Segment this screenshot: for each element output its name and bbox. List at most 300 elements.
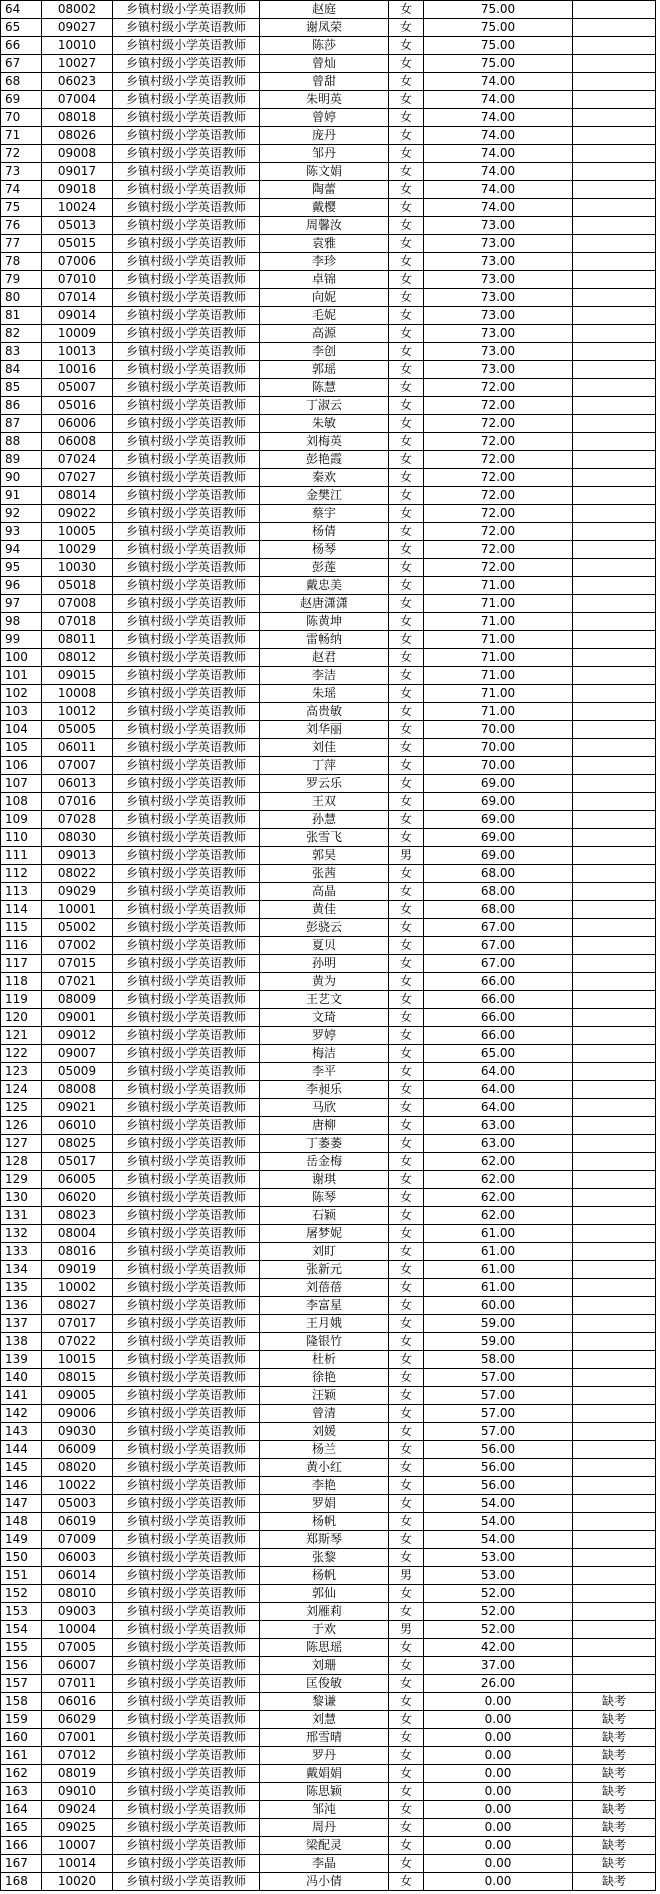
candidate-name-cell: 隆银竹	[260, 1333, 389, 1351]
candidate-name-cell: 赵唐潇潇	[260, 595, 389, 613]
gender-cell: 女	[389, 91, 424, 109]
score-cell: 69.00	[424, 775, 573, 793]
position-cell: 乡镇村级小学英语教师	[113, 1729, 260, 1747]
gender-cell: 女	[389, 253, 424, 271]
candidate-name-cell: 周馨汝	[260, 217, 389, 235]
position-cell: 乡镇村级小学英语教师	[113, 55, 260, 73]
position-cell: 乡镇村级小学英语教师	[113, 1477, 260, 1495]
candidate-name-cell: 唐柳	[260, 1117, 389, 1135]
row-number-cell: 161	[1, 1747, 42, 1765]
exam-id-cell: 08014	[42, 487, 113, 505]
score-cell: 0.00	[424, 1765, 573, 1783]
remark-cell	[573, 163, 656, 181]
gender-cell: 女	[389, 289, 424, 307]
table-row	[1, 163, 656, 181]
candidate-name-cell: 邹丹	[260, 145, 389, 163]
position-cell: 乡镇村级小学英语教师	[113, 505, 260, 523]
table-row	[1, 1459, 656, 1477]
row-number-cell: 70	[1, 109, 42, 127]
exam-id-cell: 09017	[42, 163, 113, 181]
gender-cell: 女	[389, 1063, 424, 1081]
position-cell: 乡镇村级小学英语教师	[113, 1621, 260, 1639]
candidate-name-cell: 李珍	[260, 253, 389, 271]
candidate-name-cell: 黄佳	[260, 901, 389, 919]
candidate-name-cell: 刘华丽	[260, 721, 389, 739]
exam-id-cell: 08030	[42, 829, 113, 847]
exam-id-cell: 08026	[42, 127, 113, 145]
exam-id-cell: 05015	[42, 235, 113, 253]
candidate-name-cell: 陈思瑶	[260, 1639, 389, 1657]
candidate-name-cell: 黄小红	[260, 1459, 389, 1477]
score-cell: 61.00	[424, 1261, 573, 1279]
table-row	[1, 739, 656, 757]
candidate-name-cell: 李昶乐	[260, 1081, 389, 1099]
table-row	[1, 127, 656, 145]
candidate-name-cell: 雷畅纳	[260, 631, 389, 649]
row-number-cell: 94	[1, 541, 42, 559]
candidate-name-cell: 石颖	[260, 1207, 389, 1225]
gender-cell: 女	[389, 829, 424, 847]
row-number-cell: 100	[1, 649, 42, 667]
row-number-cell: 83	[1, 343, 42, 361]
gender-cell: 女	[389, 1783, 424, 1801]
gender-cell: 女	[389, 1, 424, 19]
row-number-cell: 141	[1, 1387, 42, 1405]
score-cell: 56.00	[424, 1459, 573, 1477]
remark-cell	[573, 1027, 656, 1045]
score-cell: 75.00	[424, 19, 573, 37]
remark-cell	[573, 1387, 656, 1405]
row-number-cell: 73	[1, 163, 42, 181]
score-cell: 70.00	[424, 721, 573, 739]
score-cell: 0.00	[424, 1855, 573, 1873]
gender-cell: 女	[389, 1729, 424, 1747]
gender-cell: 女	[389, 37, 424, 55]
exam-id-cell: 06009	[42, 1441, 113, 1459]
gender-cell: 女	[389, 1549, 424, 1567]
row-number-cell: 134	[1, 1261, 42, 1279]
remark-cell	[573, 325, 656, 343]
candidate-name-cell: 张新元	[260, 1261, 389, 1279]
position-cell: 乡镇村级小学英语教师	[113, 991, 260, 1009]
remark-cell	[573, 1153, 656, 1171]
candidate-name-cell: 罗婷	[260, 1027, 389, 1045]
row-number-cell: 109	[1, 811, 42, 829]
remark-cell	[573, 703, 656, 721]
table-row	[1, 667, 656, 685]
candidate-name-cell: 孙慧	[260, 811, 389, 829]
score-cell: 74.00	[424, 145, 573, 163]
gender-cell: 女	[389, 361, 424, 379]
row-number-cell: 153	[1, 1603, 42, 1621]
candidate-name-cell: 孙明	[260, 955, 389, 973]
position-cell: 乡镇村级小学英语教师	[113, 1639, 260, 1657]
remark-cell	[573, 1495, 656, 1513]
exam-id-cell: 08010	[42, 1585, 113, 1603]
table-row	[1, 1405, 656, 1423]
gender-cell: 女	[389, 1423, 424, 1441]
exam-id-cell: 08023	[42, 1207, 113, 1225]
table-row	[1, 1639, 656, 1657]
remark-cell	[573, 379, 656, 397]
table-row	[1, 847, 656, 865]
table-row	[1, 289, 656, 307]
candidate-name-cell: 刘慧	[260, 1711, 389, 1729]
remark-cell	[573, 271, 656, 289]
score-cell: 0.00	[424, 1711, 573, 1729]
table-row	[1, 1693, 656, 1711]
candidate-name-cell: 谢凤荣	[260, 19, 389, 37]
gender-cell: 女	[389, 1315, 424, 1333]
exam-id-cell: 10012	[42, 703, 113, 721]
score-cell: 61.00	[424, 1243, 573, 1261]
exam-id-cell: 06016	[42, 1693, 113, 1711]
table-row	[1, 955, 656, 973]
table-row	[1, 73, 656, 91]
gender-cell: 女	[389, 631, 424, 649]
exam-id-cell: 07028	[42, 811, 113, 829]
remark-cell	[573, 829, 656, 847]
remark-cell: 缺考	[573, 1711, 656, 1729]
table-row	[1, 469, 656, 487]
candidate-name-cell: 陈慧	[260, 379, 389, 397]
position-cell: 乡镇村级小学英语教师	[113, 847, 260, 865]
score-cell: 66.00	[424, 973, 573, 991]
table-row	[1, 1441, 656, 1459]
position-cell: 乡镇村级小学英语教师	[113, 325, 260, 343]
score-cell: 66.00	[424, 991, 573, 1009]
position-cell: 乡镇村级小学英语教师	[113, 829, 260, 847]
position-cell: 乡镇村级小学英语教师	[113, 1279, 260, 1297]
row-number-cell: 164	[1, 1801, 42, 1819]
candidate-name-cell: 丁萎萎	[260, 1135, 389, 1153]
position-cell: 乡镇村级小学英语教师	[113, 955, 260, 973]
position-cell: 乡镇村级小学英语教师	[113, 1801, 260, 1819]
score-cell: 73.00	[424, 253, 573, 271]
candidate-name-cell: 罗娟	[260, 1495, 389, 1513]
gender-cell: 女	[389, 577, 424, 595]
exam-id-cell: 06010	[42, 1117, 113, 1135]
row-number-cell: 120	[1, 1009, 42, 1027]
table-row	[1, 685, 656, 703]
position-cell: 乡镇村级小学英语教师	[113, 685, 260, 703]
gender-cell: 女	[389, 1009, 424, 1027]
position-cell: 乡镇村级小学英语教师	[113, 19, 260, 37]
table-row	[1, 1621, 656, 1639]
remark-cell	[573, 1243, 656, 1261]
table-row	[1, 631, 656, 649]
remark-cell	[573, 793, 656, 811]
exam-id-cell: 10024	[42, 199, 113, 217]
score-cell: 74.00	[424, 163, 573, 181]
remark-cell	[573, 559, 656, 577]
remark-cell	[573, 721, 656, 739]
row-number-cell: 101	[1, 667, 42, 685]
score-cell: 71.00	[424, 577, 573, 595]
exam-id-cell: 07007	[42, 757, 113, 775]
exam-id-cell: 06029	[42, 1711, 113, 1729]
position-cell: 乡镇村级小学英语教师	[113, 1315, 260, 1333]
candidate-name-cell: 汪颖	[260, 1387, 389, 1405]
candidate-name-cell: 曾灿	[260, 55, 389, 73]
gender-cell: 男	[389, 1567, 424, 1585]
score-cell: 72.00	[424, 433, 573, 451]
remark-cell	[573, 1405, 656, 1423]
table-row	[1, 1729, 656, 1747]
gender-cell: 女	[389, 1441, 424, 1459]
table-row	[1, 253, 656, 271]
table-row	[1, 1171, 656, 1189]
table-row	[1, 271, 656, 289]
row-number-cell: 123	[1, 1063, 42, 1081]
row-number-cell: 104	[1, 721, 42, 739]
candidate-name-cell: 杨帆	[260, 1567, 389, 1585]
gender-cell: 女	[389, 397, 424, 415]
exam-id-cell: 06023	[42, 73, 113, 91]
table-row	[1, 1315, 656, 1333]
remark-cell	[573, 595, 656, 613]
exam-id-cell: 07006	[42, 253, 113, 271]
row-number-cell: 128	[1, 1153, 42, 1171]
exam-id-cell: 08018	[42, 109, 113, 127]
row-number-cell: 82	[1, 325, 42, 343]
gender-cell: 女	[389, 1387, 424, 1405]
table-row	[1, 1261, 656, 1279]
score-cell: 72.00	[424, 559, 573, 577]
remark-cell	[573, 55, 656, 73]
table-row	[1, 379, 656, 397]
score-cell: 68.00	[424, 883, 573, 901]
position-cell: 乡镇村级小学英语教师	[113, 289, 260, 307]
row-number-cell: 112	[1, 865, 42, 883]
row-number-cell: 165	[1, 1819, 42, 1837]
score-cell: 26.00	[424, 1675, 573, 1693]
table-row	[1, 1009, 656, 1027]
score-cell: 56.00	[424, 1477, 573, 1495]
candidate-name-cell: 朱敏	[260, 415, 389, 433]
gender-cell: 女	[389, 1351, 424, 1369]
table-row	[1, 307, 656, 325]
row-number-cell: 167	[1, 1855, 42, 1873]
exam-id-cell: 09018	[42, 181, 113, 199]
table-row	[1, 181, 656, 199]
position-cell: 乡镇村级小学英语教师	[113, 1189, 260, 1207]
position-cell: 乡镇村级小学英语教师	[113, 613, 260, 631]
gender-cell: 女	[389, 1657, 424, 1675]
table-row	[1, 505, 656, 523]
table-row	[1, 1657, 656, 1675]
remark-cell	[573, 739, 656, 757]
exam-id-cell: 07022	[42, 1333, 113, 1351]
score-cell: 73.00	[424, 343, 573, 361]
score-cell: 71.00	[424, 703, 573, 721]
position-cell: 乡镇村级小学英语教师	[113, 739, 260, 757]
remark-cell	[573, 1261, 656, 1279]
candidate-name-cell: 朱明英	[260, 91, 389, 109]
score-cell: 61.00	[424, 1279, 573, 1297]
remark-cell	[573, 1, 656, 19]
table-row	[1, 1117, 656, 1135]
score-cell: 72.00	[424, 379, 573, 397]
candidate-name-cell: 郭瑶	[260, 361, 389, 379]
position-cell: 乡镇村级小学英语教师	[113, 1855, 260, 1873]
candidate-name-cell: 彭骁云	[260, 919, 389, 937]
row-number-cell: 129	[1, 1171, 42, 1189]
score-cell: 0.00	[424, 1693, 573, 1711]
position-cell: 乡镇村级小学英语教师	[113, 487, 260, 505]
table-row	[1, 397, 656, 415]
score-cell: 74.00	[424, 181, 573, 199]
exam-id-cell: 10013	[42, 343, 113, 361]
position-cell: 乡镇村级小学英语教师	[113, 1207, 260, 1225]
score-cell: 66.00	[424, 1027, 573, 1045]
exam-id-cell: 08002	[42, 1, 113, 19]
candidate-name-cell: 戴樱	[260, 199, 389, 217]
candidate-name-cell: 张茜	[260, 865, 389, 883]
row-number-cell: 75	[1, 199, 42, 217]
gender-cell: 女	[389, 1819, 424, 1837]
gender-cell: 女	[389, 1693, 424, 1711]
remark-cell	[573, 1081, 656, 1099]
remark-cell	[573, 757, 656, 775]
exam-id-cell: 07008	[42, 595, 113, 613]
gender-cell: 女	[389, 685, 424, 703]
score-cell: 71.00	[424, 613, 573, 631]
candidate-name-cell: 李创	[260, 343, 389, 361]
score-cell: 57.00	[424, 1423, 573, 1441]
position-cell: 乡镇村级小学英语教师	[113, 865, 260, 883]
remark-cell	[573, 1441, 656, 1459]
table-row	[1, 235, 656, 253]
row-number-cell: 69	[1, 91, 42, 109]
gender-cell: 女	[389, 1081, 424, 1099]
exam-id-cell: 10016	[42, 361, 113, 379]
row-number-cell: 125	[1, 1099, 42, 1117]
exam-id-cell: 10027	[42, 55, 113, 73]
exam-id-cell: 09007	[42, 1045, 113, 1063]
table-row	[1, 775, 656, 793]
score-cell: 73.00	[424, 307, 573, 325]
row-number-cell: 143	[1, 1423, 42, 1441]
score-cell: 0.00	[424, 1819, 573, 1837]
remark-cell	[573, 181, 656, 199]
exam-id-cell: 05009	[42, 1063, 113, 1081]
exam-id-cell: 05013	[42, 217, 113, 235]
remark-cell	[573, 1657, 656, 1675]
exam-id-cell: 06008	[42, 433, 113, 451]
row-number-cell: 107	[1, 775, 42, 793]
position-cell: 乡镇村级小学英语教师	[113, 937, 260, 955]
row-number-cell: 92	[1, 505, 42, 523]
score-cell: 57.00	[424, 1369, 573, 1387]
score-cell: 54.00	[424, 1531, 573, 1549]
position-cell: 乡镇村级小学英语教师	[113, 793, 260, 811]
score-cell: 63.00	[424, 1117, 573, 1135]
score-cell: 73.00	[424, 289, 573, 307]
remark-cell	[573, 217, 656, 235]
remark-cell	[573, 1225, 656, 1243]
remark-cell	[573, 1135, 656, 1153]
candidate-name-cell: 丁萍	[260, 757, 389, 775]
exam-id-cell: 09001	[42, 1009, 113, 1027]
row-number-cell: 122	[1, 1045, 42, 1063]
exam-id-cell: 05007	[42, 379, 113, 397]
remark-cell	[573, 415, 656, 433]
table-row	[1, 415, 656, 433]
gender-cell: 女	[389, 1477, 424, 1495]
candidate-name-cell: 张黎	[260, 1549, 389, 1567]
table-row	[1, 703, 656, 721]
gender-cell: 女	[389, 1297, 424, 1315]
row-number-cell: 85	[1, 379, 42, 397]
score-cell: 73.00	[424, 235, 573, 253]
gender-cell: 女	[389, 19, 424, 37]
table-row	[1, 559, 656, 577]
row-number-cell: 80	[1, 289, 42, 307]
position-cell: 乡镇村级小学英语教师	[113, 1693, 260, 1711]
table-row	[1, 1297, 656, 1315]
exam-id-cell: 09021	[42, 1099, 113, 1117]
row-number-cell: 130	[1, 1189, 42, 1207]
score-cell: 70.00	[424, 739, 573, 757]
exam-id-cell: 06003	[42, 1549, 113, 1567]
gender-cell: 女	[389, 1369, 424, 1387]
row-number-cell: 99	[1, 631, 42, 649]
table-row	[1, 1225, 656, 1243]
remark-cell	[573, 685, 656, 703]
row-number-cell: 140	[1, 1369, 42, 1387]
gender-cell: 女	[389, 1225, 424, 1243]
table-row	[1, 1027, 656, 1045]
score-cell: 72.00	[424, 451, 573, 469]
row-number-cell: 68	[1, 73, 42, 91]
gender-cell: 女	[389, 109, 424, 127]
row-number-cell: 102	[1, 685, 42, 703]
candidate-name-cell: 李艳	[260, 1477, 389, 1495]
gender-cell: 女	[389, 775, 424, 793]
row-number-cell: 113	[1, 883, 42, 901]
position-cell: 乡镇村级小学英语教师	[113, 271, 260, 289]
score-cell: 52.00	[424, 1585, 573, 1603]
gender-cell: 女	[389, 937, 424, 955]
exam-id-cell: 06006	[42, 415, 113, 433]
row-number-cell: 66	[1, 37, 42, 55]
gender-cell: 女	[389, 235, 424, 253]
score-cell: 71.00	[424, 667, 573, 685]
row-number-cell: 93	[1, 523, 42, 541]
position-cell: 乡镇村级小学英语教师	[113, 1261, 260, 1279]
exam-id-cell: 10014	[42, 1855, 113, 1873]
candidate-name-cell: 李晶	[260, 1855, 389, 1873]
score-cell: 62.00	[424, 1171, 573, 1189]
gender-cell: 女	[389, 1837, 424, 1855]
position-cell: 乡镇村级小学英语教师	[113, 919, 260, 937]
score-cell: 74.00	[424, 109, 573, 127]
score-cell: 72.00	[424, 505, 573, 523]
candidate-name-cell: 刘雁莉	[260, 1603, 389, 1621]
gender-cell: 女	[389, 1873, 424, 1891]
gender-cell: 女	[389, 1459, 424, 1477]
exam-id-cell: 07014	[42, 289, 113, 307]
row-number-cell: 89	[1, 451, 42, 469]
gender-cell: 女	[389, 1765, 424, 1783]
table-row	[1, 1, 656, 19]
position-cell: 乡镇村级小学英语教师	[113, 523, 260, 541]
remark-cell	[573, 649, 656, 667]
position-cell: 乡镇村级小学英语教师	[113, 1171, 260, 1189]
score-cell: 71.00	[424, 649, 573, 667]
row-number-cell: 135	[1, 1279, 42, 1297]
